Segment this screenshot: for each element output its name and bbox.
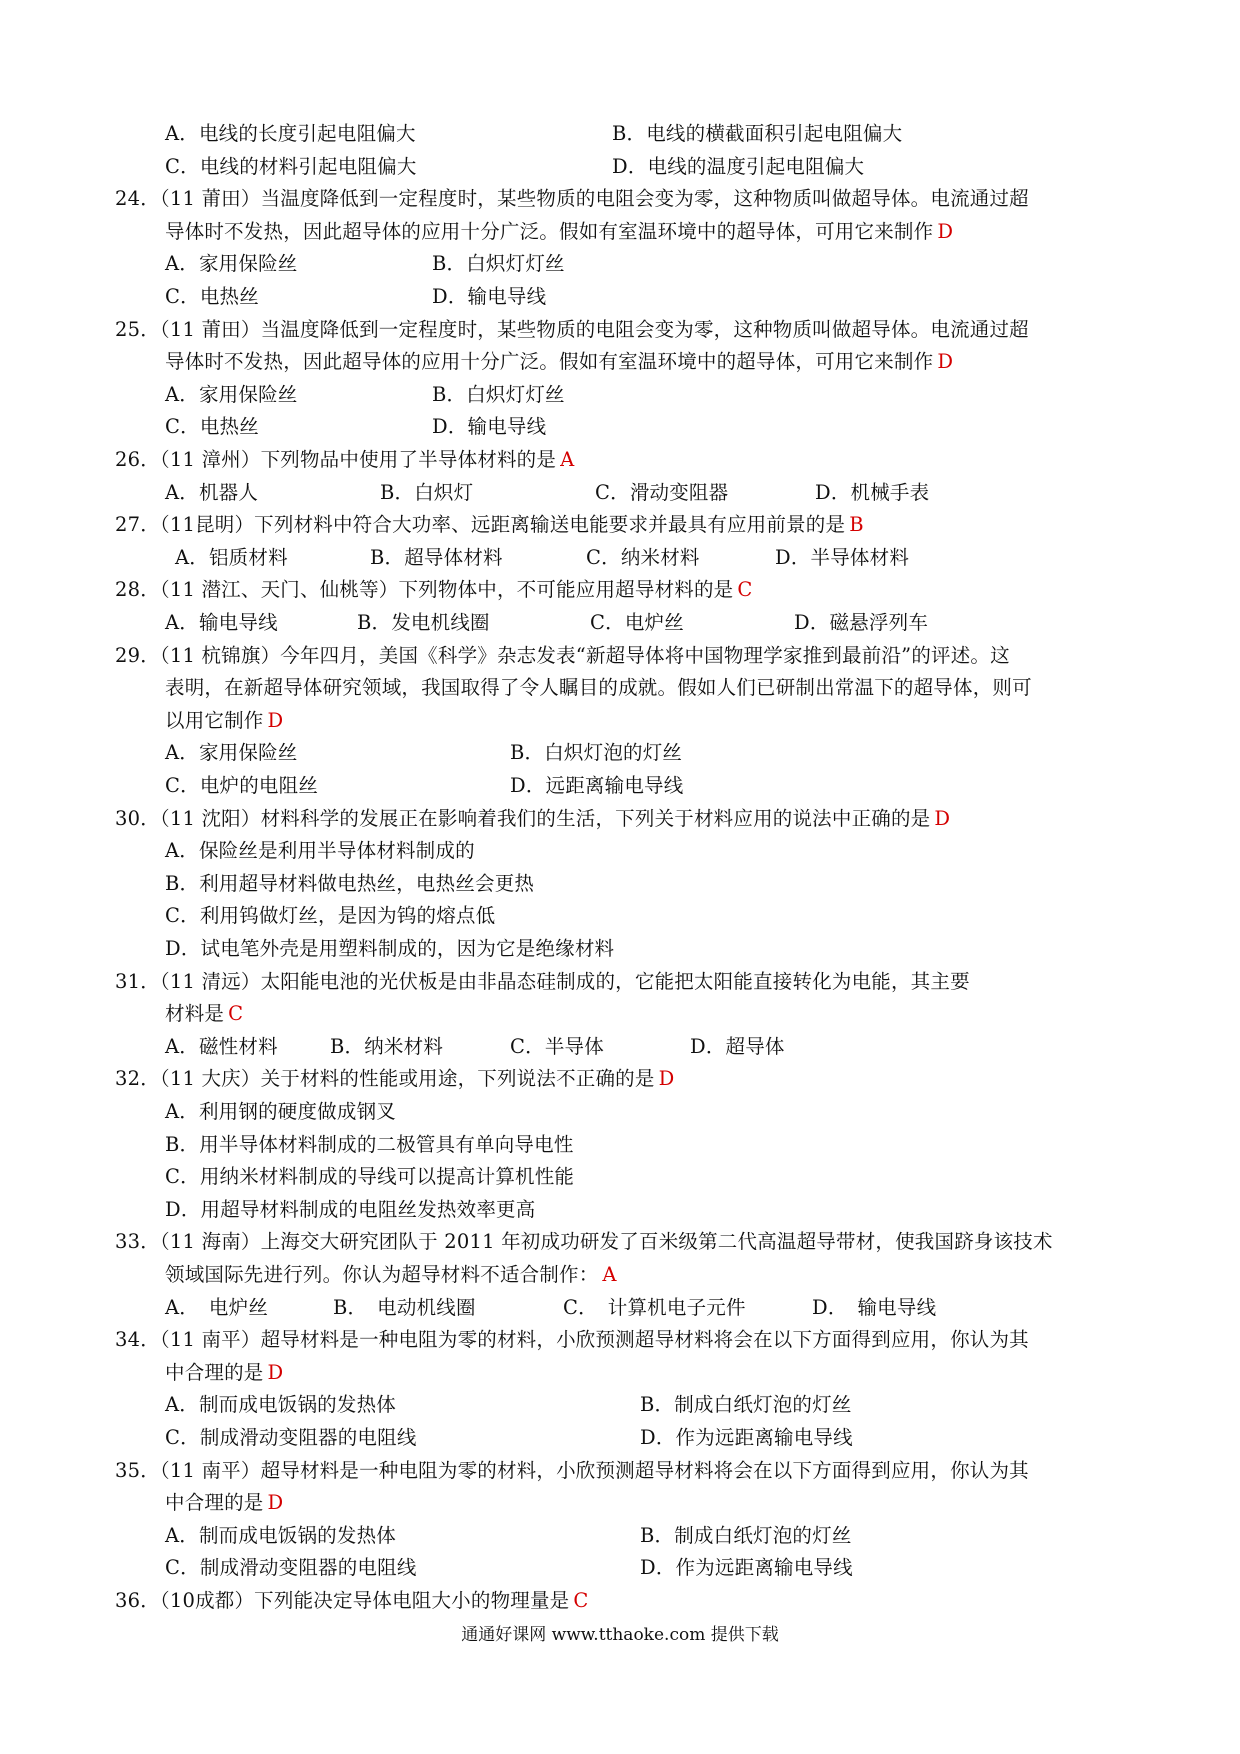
line-text: C．用纳米材料制成的导线可以提高计算机性能 bbox=[165, 1165, 575, 1189]
line-text: C．电炉的电阻丝 bbox=[165, 774, 319, 797]
line-text: 29．（11 杭锦旗）今年四月，美国《科学》杂志发表“新超导体将中国物理学家推到最前沿”的评述。这 bbox=[115, 643, 1010, 667]
text-line bbox=[165, 1198, 535, 1222]
line-text: A．保险丝是利用半导体材料制成的 bbox=[165, 839, 475, 863]
text-line bbox=[165, 1165, 574, 1189]
text-line bbox=[612, 155, 864, 179]
line-text: D．半导体材料 bbox=[775, 545, 910, 569]
line-text: A．家用保险丝 bbox=[165, 741, 298, 765]
text-line bbox=[165, 1100, 396, 1124]
line-text: B．利用超导材料做电热丝，电热丝会更热 bbox=[165, 871, 535, 895]
line-text: B．白炽灯灯丝 bbox=[432, 382, 565, 406]
line-text: D．输电导线 bbox=[432, 415, 547, 439]
line-text: C．半导体 bbox=[510, 1034, 604, 1058]
answer-mark: D bbox=[934, 806, 951, 830]
line-text: B．纳米材料 bbox=[330, 1034, 444, 1058]
line-text: D．磁悬浮列车 bbox=[794, 611, 929, 634]
text-line bbox=[165, 1263, 617, 1287]
text-line bbox=[690, 1035, 785, 1059]
text-line bbox=[165, 122, 416, 146]
line-text: B．用半导体材料制成的二极管具有单向导电性 bbox=[165, 1132, 574, 1156]
line-text: B．制成白纸灯泡的灯丝 bbox=[640, 1523, 852, 1547]
line-text: D．试电笔外壳是用塑料制成的，因为它是绝缘材料 bbox=[165, 937, 615, 960]
line-text: C．电热丝 bbox=[165, 415, 259, 439]
line-text: 25．（11 莆田）当温度降低到一定程度时，某些物质的电阻会变为零，这种物质叫做超导体。电流通过超 bbox=[115, 317, 1029, 341]
line-text: D．机械手表 bbox=[815, 480, 930, 504]
text-line bbox=[612, 122, 902, 146]
text-line bbox=[115, 1067, 674, 1091]
line-text: C．利用钨做灯丝，是因为钨的熔点低 bbox=[165, 904, 496, 928]
line-text: D． 输电导线 bbox=[812, 1295, 937, 1319]
line-text: B．超导体材料 bbox=[370, 545, 503, 569]
line-text: C． 计算机电子元件 bbox=[563, 1295, 746, 1319]
line-text: B．发电机线圈 bbox=[357, 611, 490, 634]
line-text: 领域国际先进行列。你认为超导材料不适合制作： bbox=[165, 1263, 599, 1286]
text-line bbox=[165, 1361, 283, 1385]
line-text: 中合理的是 bbox=[165, 1491, 264, 1515]
text-line bbox=[165, 1556, 417, 1580]
text-line bbox=[115, 970, 970, 994]
text-line bbox=[115, 448, 574, 472]
text-line bbox=[640, 1393, 852, 1417]
text-line bbox=[165, 937, 614, 961]
line-text: A．家用保险丝 bbox=[165, 382, 298, 406]
text-line bbox=[165, 1426, 417, 1450]
line-text: B． 电动机线圈 bbox=[333, 1295, 476, 1319]
line-text: 28．（11 潜江、天门、仙桃等）下列物体中，不可能应用超导材料的是 bbox=[115, 578, 734, 602]
line-text: B．电线的横截面积引起电阻偏大 bbox=[612, 122, 903, 145]
line-text: C．电炉丝 bbox=[590, 611, 684, 634]
line-text: C．制成滑动变阻器的电阻线 bbox=[165, 1426, 417, 1449]
line-text: 34．（11 南平）超导材料是一种电阻为零的材料，小欣预测超导材料将会在以下方面得到应用，你认为其 bbox=[115, 1328, 1029, 1352]
text-line bbox=[815, 481, 929, 505]
text-line bbox=[165, 481, 258, 505]
line-text: 中合理的是 bbox=[165, 1360, 264, 1384]
line-text: B．白炽灯泡的灯丝 bbox=[510, 741, 683, 765]
text-line bbox=[165, 1002, 243, 1026]
text-line bbox=[357, 611, 490, 635]
text-line bbox=[115, 1328, 1029, 1352]
text-line bbox=[165, 1296, 268, 1320]
text-line bbox=[115, 513, 864, 537]
page-footer: 通通好课网 www.tthaoke.com 提供下载 bbox=[461, 1625, 779, 1645]
line-text: 导体时不发热，因此超导体的应用十分广泛。假如有室温环境中的超导体，可用它来制作 bbox=[165, 350, 934, 374]
text-line bbox=[432, 285, 546, 309]
line-text: A．铝质材料 bbox=[175, 545, 288, 569]
text-line bbox=[563, 1296, 746, 1320]
text-line bbox=[165, 709, 283, 733]
line-text: B．制成白纸灯泡的灯丝 bbox=[640, 1393, 852, 1417]
line-text: B．白炽灯 bbox=[380, 480, 474, 504]
text-line bbox=[165, 839, 475, 863]
text-line bbox=[175, 546, 288, 570]
line-text: D．输电导线 bbox=[432, 285, 547, 308]
line-text: C．电线的材料引起电阻偏大 bbox=[165, 154, 417, 178]
text-line bbox=[165, 904, 495, 928]
text-line bbox=[165, 1133, 574, 1157]
text-line bbox=[330, 1035, 443, 1059]
text-line bbox=[640, 1426, 853, 1450]
answer-mark: D bbox=[267, 1360, 284, 1384]
text-line bbox=[370, 546, 503, 570]
line-text: A．机器人 bbox=[165, 480, 259, 504]
line-text: A．电线的长度引起电阻偏大 bbox=[165, 122, 416, 145]
line-text: D．远距离输电导线 bbox=[510, 774, 684, 797]
text-line bbox=[165, 1524, 396, 1548]
line-text: D．作为远距离输电导线 bbox=[640, 1426, 853, 1449]
text-line bbox=[165, 741, 297, 765]
text-line bbox=[165, 415, 259, 439]
text-line bbox=[640, 1524, 852, 1548]
line-text: D．电线的温度引起电阻偏大 bbox=[612, 154, 865, 178]
answer-mark: D bbox=[267, 708, 284, 732]
line-text: 32．（11 大庆）关于材料的性能或用途，下列说法不正确的是 bbox=[115, 1067, 655, 1091]
text-line bbox=[165, 676, 1032, 700]
line-text: C．滑动变阻器 bbox=[595, 480, 729, 504]
text-line bbox=[510, 1035, 604, 1059]
line-text: 30．（11 沈阳）材料科学的发展正在影响着我们的生活，下列关于材料应用的说法中正确的是 bbox=[115, 806, 931, 830]
line-text: C．制成滑动变阻器的电阻线 bbox=[165, 1556, 417, 1580]
text-line bbox=[380, 481, 473, 505]
answer-mark: D bbox=[937, 219, 954, 243]
line-text: 表明，在新超导体研究领域，我国取得了令人瞩目的成就。假如人们已研制出常温下的超导体，则可 bbox=[165, 676, 1032, 700]
text-line bbox=[115, 1230, 1053, 1254]
line-text: 24．（11 莆田）当温度降低到一定程度时，某些物质的电阻会变为零，这种物质叫做超导体。电流通过超 bbox=[115, 187, 1029, 211]
text-line bbox=[165, 350, 953, 374]
line-text: 26．（11 漳州）下列物品中使用了半导体材料的是 bbox=[115, 448, 557, 471]
text-line bbox=[165, 1393, 396, 1417]
text-line bbox=[510, 741, 682, 765]
line-text: A． 电炉丝 bbox=[165, 1295, 269, 1319]
text-line bbox=[165, 774, 318, 798]
text-line bbox=[165, 1491, 283, 1515]
answer-mark: A bbox=[560, 448, 575, 471]
text-line bbox=[595, 481, 728, 505]
text-line bbox=[115, 187, 1029, 211]
line-text: D．超导体 bbox=[690, 1034, 785, 1058]
text-line bbox=[115, 1589, 589, 1613]
line-text: 31．（11 清远）太阳能电池的光伏板是由非晶态硅制成的，它能把太阳能直接转化为电能，其主要 bbox=[115, 969, 970, 993]
text-line bbox=[115, 578, 753, 602]
line-text: 导体时不发热，因此超导体的应用十分广泛。假如有室温环境中的超导体，可用它来制作 bbox=[165, 219, 934, 243]
text-line bbox=[115, 318, 1029, 342]
text-line bbox=[812, 1296, 936, 1320]
answer-mark: D bbox=[267, 1491, 284, 1515]
text-line bbox=[115, 644, 1010, 668]
text-line bbox=[115, 1459, 1029, 1483]
answer-mark: B bbox=[849, 513, 864, 537]
answer-mark: C bbox=[573, 1589, 589, 1612]
answer-mark: A bbox=[602, 1263, 617, 1286]
answer-mark: C bbox=[228, 1002, 244, 1026]
line-text: 材料是 bbox=[165, 1002, 225, 1026]
text-line bbox=[165, 220, 953, 244]
line-text: 36．（10成都）下列能决定导体电阻大小的物理量是 bbox=[115, 1589, 570, 1612]
text-line bbox=[165, 155, 417, 179]
text-line bbox=[432, 252, 565, 276]
line-text: C．电热丝 bbox=[165, 285, 259, 308]
text-line bbox=[432, 415, 546, 439]
text-line bbox=[640, 1556, 853, 1580]
text-line bbox=[165, 872, 534, 896]
line-text: A．家用保险丝 bbox=[165, 252, 298, 276]
line-text: C．纳米材料 bbox=[586, 545, 700, 569]
text-line bbox=[590, 611, 684, 635]
text-line bbox=[165, 252, 297, 276]
line-text: D．用超导材料制成的电阻丝发热效率更高 bbox=[165, 1197, 536, 1221]
text-line bbox=[165, 285, 259, 309]
line-text: D．作为远距离输电导线 bbox=[640, 1556, 853, 1580]
text-line bbox=[794, 611, 928, 635]
answer-mark: D bbox=[658, 1067, 675, 1091]
line-text: A．制而成电饭锅的发热体 bbox=[165, 1523, 396, 1547]
answer-mark: D bbox=[937, 350, 954, 374]
answer-mark: C bbox=[737, 578, 753, 602]
text-line bbox=[775, 546, 909, 570]
line-text: B．白炽灯灯丝 bbox=[432, 252, 565, 276]
text-line bbox=[333, 1296, 476, 1320]
line-text: A．利用钢的硬度做成钢叉 bbox=[165, 1100, 396, 1123]
line-text: A．输电导线 bbox=[165, 611, 278, 634]
text-line bbox=[165, 383, 297, 407]
text-line bbox=[510, 774, 683, 798]
text-line bbox=[165, 1035, 278, 1059]
line-text: A．磁性材料 bbox=[165, 1034, 278, 1058]
line-text: 以用它制作 bbox=[165, 708, 264, 732]
line-text: 27．（11昆明）下列材料中符合大功率、远距离输送电能要求并最具有应用前景的是 bbox=[115, 513, 846, 537]
line-text: A．制而成电饭锅的发热体 bbox=[165, 1393, 396, 1417]
text-line bbox=[586, 546, 700, 570]
line-text: 33．（11 海南）上海交大研究团队于 2011 年初成功研发了百米级第二代高温超导带材，使我国跻身该技术 bbox=[115, 1230, 1053, 1254]
text-line bbox=[115, 807, 950, 831]
line-text: 35．（11 南平）超导材料是一种电阻为零的材料，小欣预测超导材料将会在以下方面得到应用，你认为其 bbox=[115, 1458, 1029, 1482]
text-line bbox=[432, 383, 565, 407]
text-line bbox=[165, 611, 278, 635]
